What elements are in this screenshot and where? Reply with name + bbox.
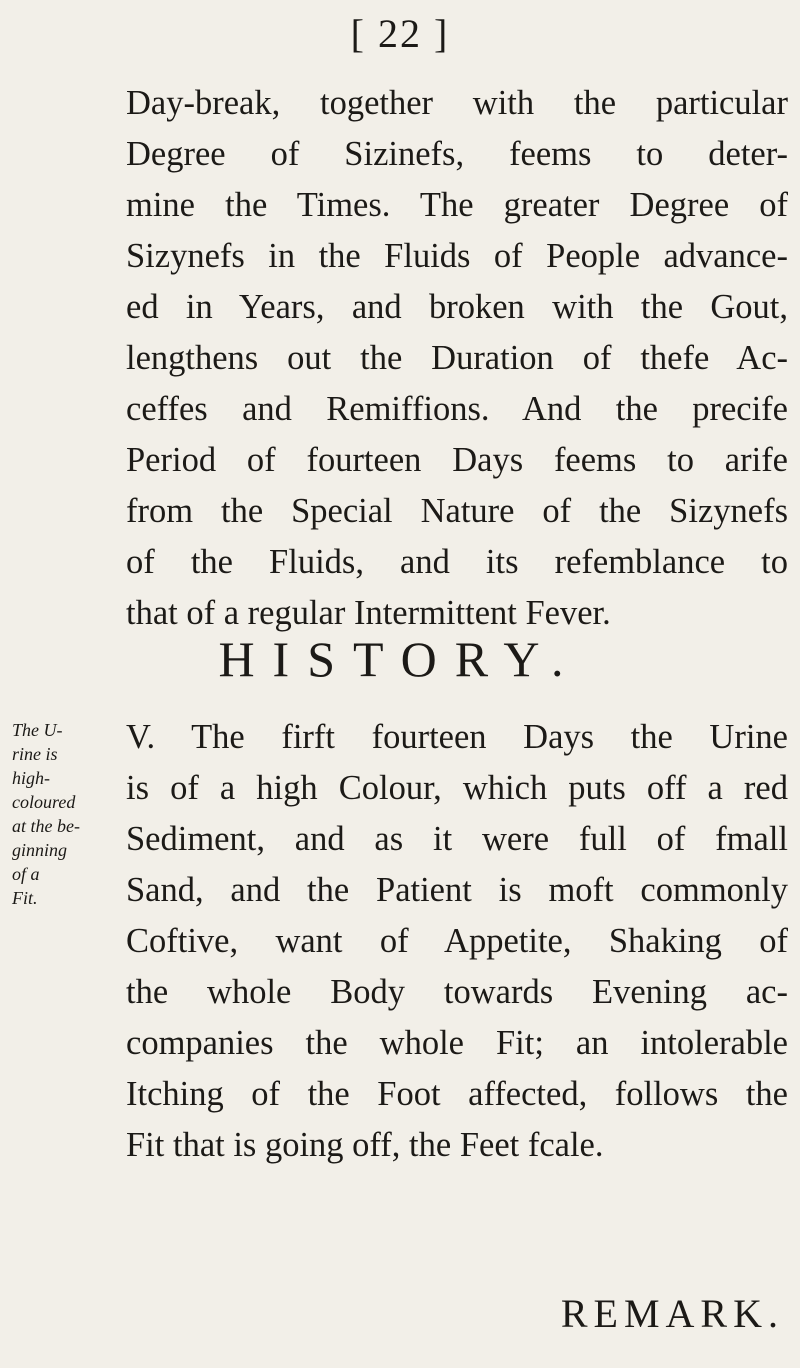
text-line: Itching of the Foot affected, follows the	[126, 1075, 788, 1113]
text-line: from the Special Nature of the Sizynefs	[126, 492, 788, 530]
text-line: that of a regular Intermittent Fever.	[126, 594, 611, 632]
text-line: lengthens out the Duration of thefe Ac-	[126, 339, 788, 377]
margin-note-line: ginning	[12, 840, 68, 860]
text-line: the whole Body towards Evening ac-	[126, 973, 788, 1011]
paragraph-1	[126, 78, 788, 639]
text-line: V. The firft fourteen Days the Urine	[126, 718, 788, 756]
paragraph-2	[126, 712, 788, 1171]
text-line: Degree of Sizinefs, feems to deter-	[126, 135, 788, 173]
margin-note-line: coloured	[12, 792, 76, 812]
text-line: is of a high Colour, which puts off a red	[126, 769, 788, 807]
margin-note-line: at the be-	[12, 816, 80, 836]
text-line: Coftive, want of Appetite, Shaking of	[126, 922, 788, 960]
text-line: Sediment, and as it were full of fmall	[126, 820, 788, 858]
text-line: companies the whole Fit; an intolerable	[126, 1024, 788, 1062]
margin-note-line: The U-	[12, 720, 63, 740]
margin-note	[12, 718, 124, 910]
text-line: Sizynefs in the Fluids of People advance-	[126, 237, 788, 275]
margin-note-line: Fit.	[12, 888, 38, 908]
text-line: Fit that is going off, the Feet fcale.	[126, 1126, 604, 1164]
page-number: [ 22 ]	[350, 11, 450, 56]
margin-note-line: rine is	[12, 744, 58, 764]
text-line: mine the Times. The greater Degree of	[126, 186, 788, 224]
margin-note-line: high-	[12, 768, 50, 788]
section-heading: HISTORY.	[218, 631, 582, 687]
text-line: Period of fourteen Days feems to arife	[126, 441, 788, 479]
catchword: REMARK.	[560, 1291, 784, 1336]
margin-note-line: of a	[12, 864, 40, 884]
text-line: Sand, and the Patient is moft commonly	[126, 871, 788, 909]
text-line: Day-break, together with the particular	[126, 84, 788, 122]
text-line: ed in Years, and broken with the Gout,	[126, 288, 788, 326]
text-line: of the Fluids, and its refemblance to	[126, 543, 788, 581]
text-line: ceffes and Remiffions. And the precife	[126, 390, 788, 428]
